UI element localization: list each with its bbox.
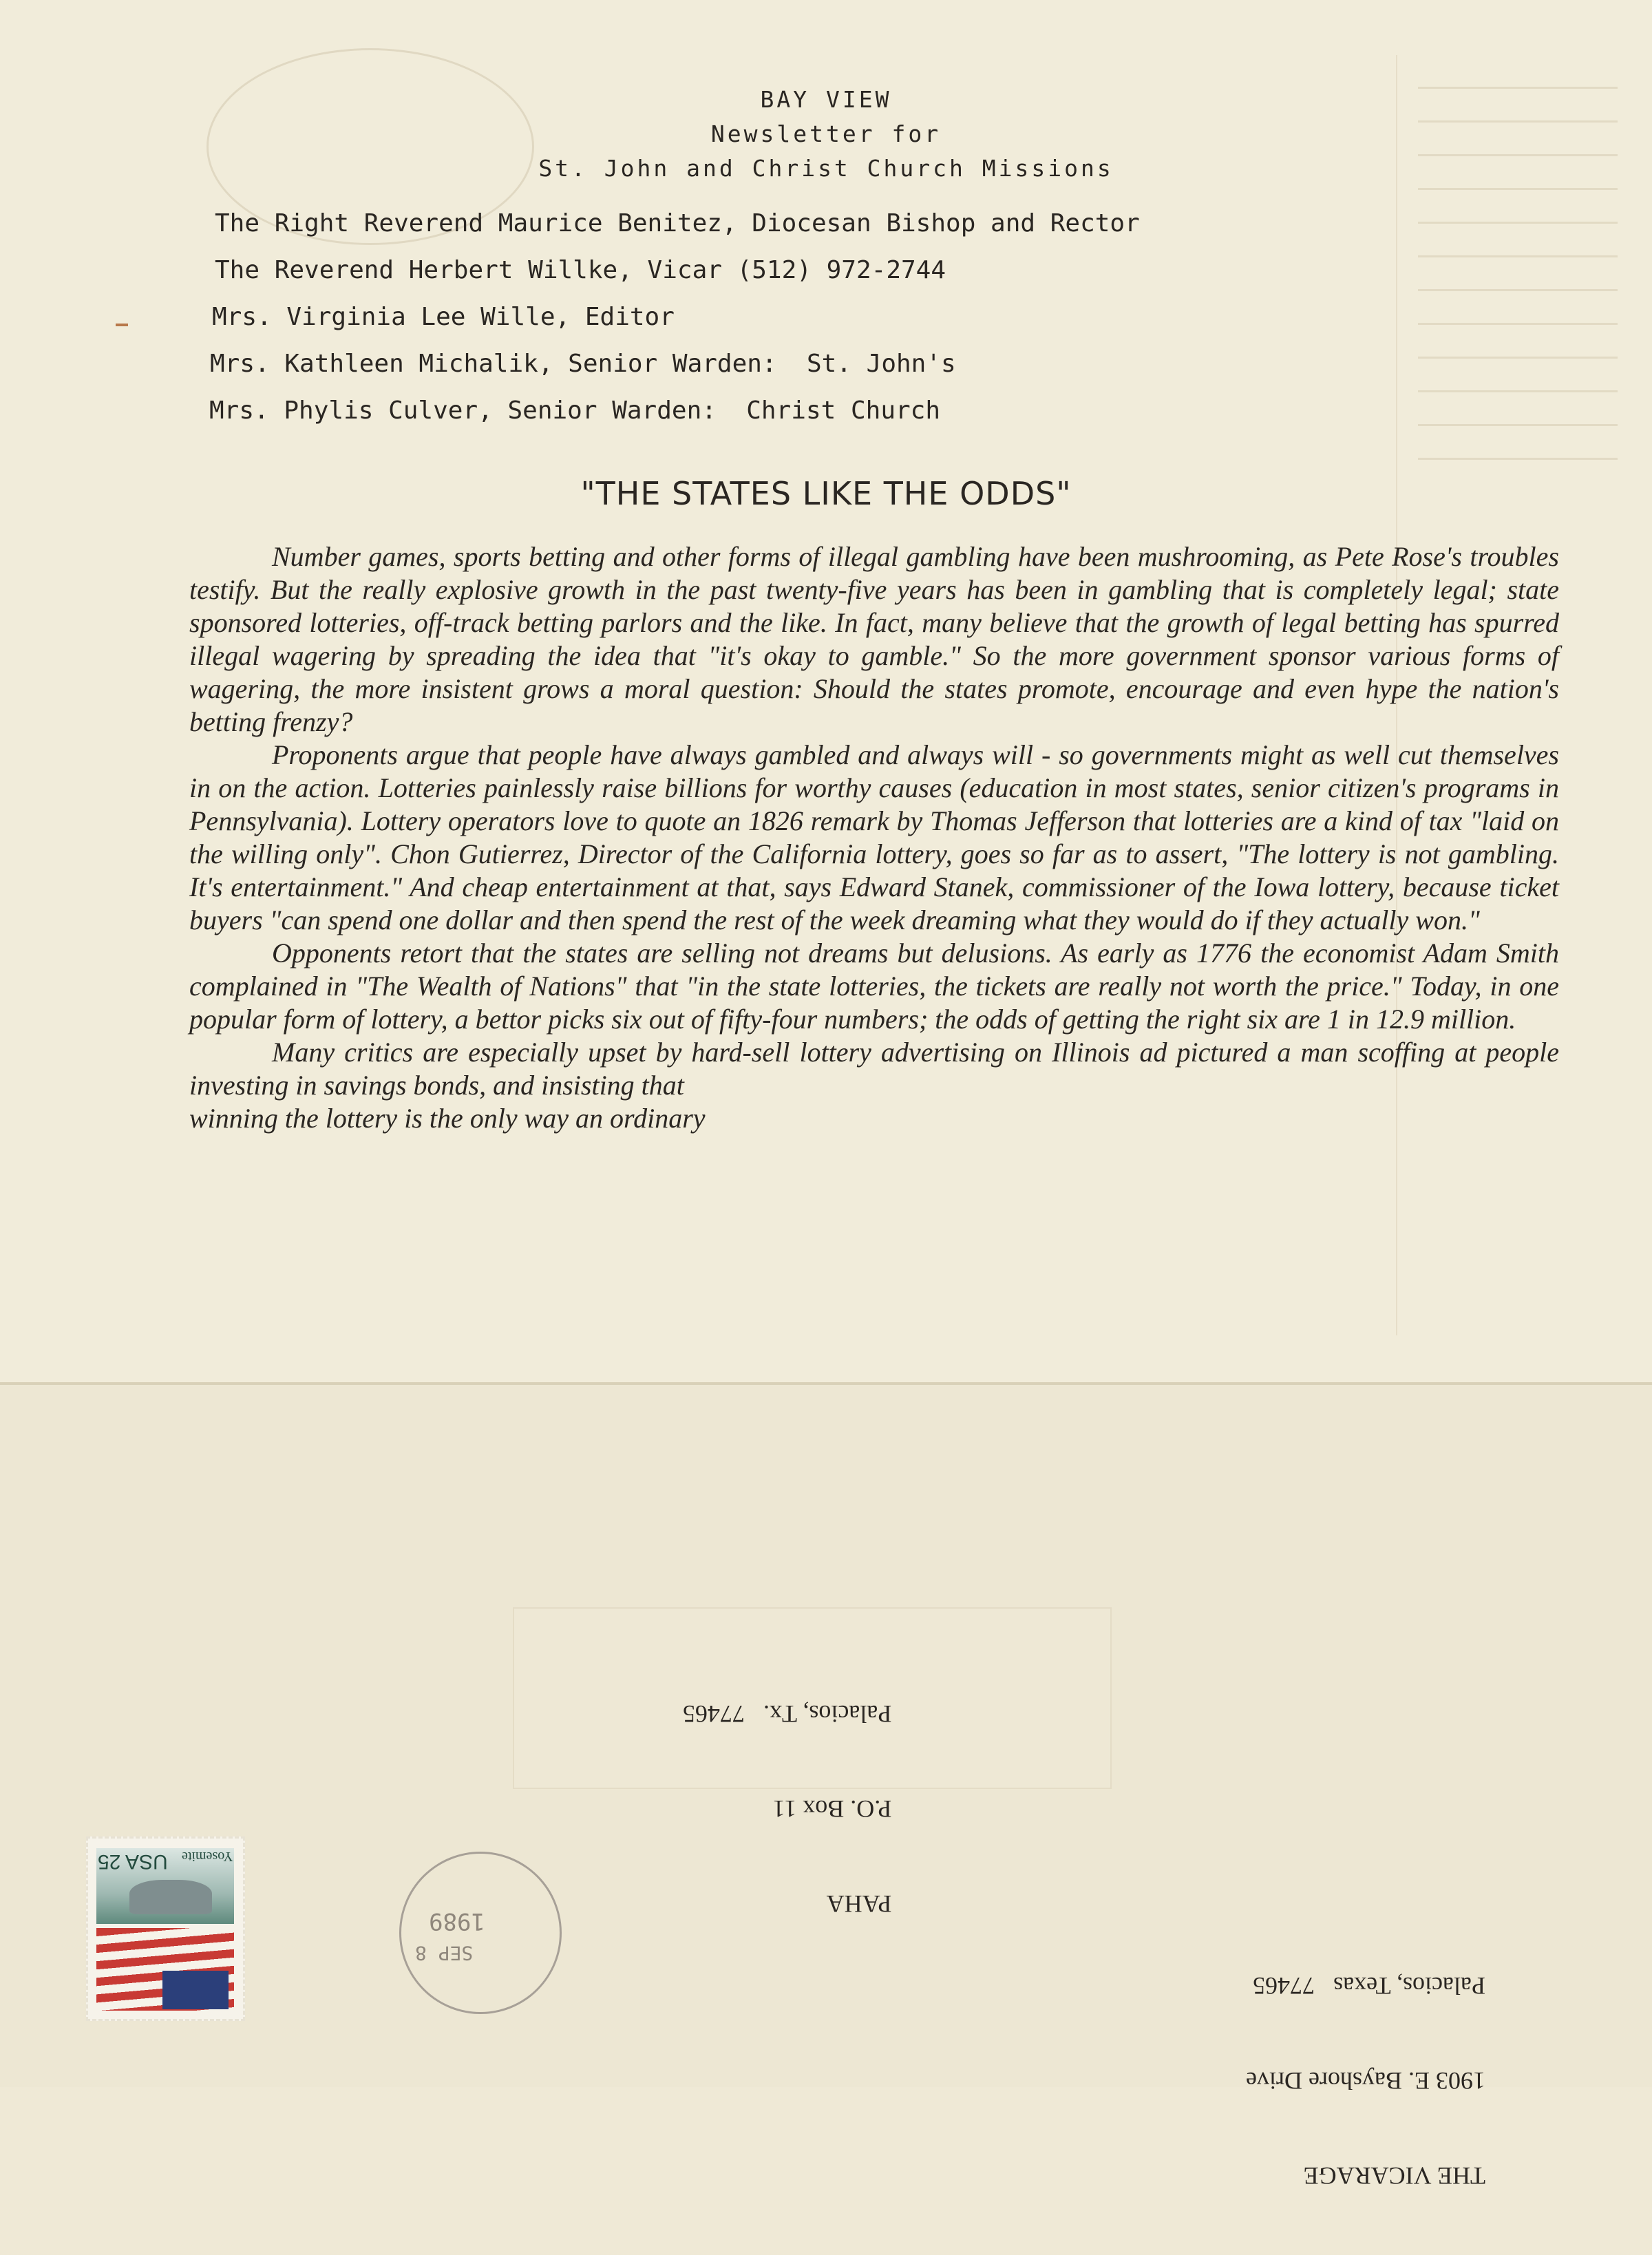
staff-warden-christ-church: Mrs. Phylis Culver, Senior Warden: Christ Church	[209, 396, 941, 425]
masthead	[0, 83, 1652, 186]
newsletter-subtitle: Newsletter for	[710, 120, 942, 147]
article-paragraph: Number games, sports betting and other forms of illegal gambling have been mushrooming, as Pete Rose's troubles testify. But the really explosive growth in the past twenty-five years has been in gambling that is completely legal; state sponsored lotteries, off-track betting parlors and the like. In fact, many believe that the growth of legal betting has spurred illegal wagering by spreading the idea that "it's okay to gamble." So the more government sponsor various forms of wagering, the more insistent grows a moral question: Should the states promote, encourage and even hype the nation's betting frenzy?	[189, 541, 1559, 737]
staff-warden-st-johns: Mrs. Kathleen Michalik, Senior Warden: St. John's	[210, 350, 956, 378]
article-paragraph: Proponents argue that people have always gambled and always will - so governments might as well cut themselves in on the action. Lotteries painlessly raise billions for worthy causes (education in most states, senior citizen's programs in Pennsylvania). Lottery operators love to quote an 1826 remark by Thomas Jefferson that lotteries are a kind of tax "laid on the willing only". Chon Gutierrez, Director of the California lottery, goes so far as to assert, "The lottery is not gambling. It's entertainment." And cheap entertainment at that, says Edward Stanek, commissioner of the Iowa lottery, because ticket buyers "can spend one dollar and then spend the rest of the week dreaming what they would do if they actually won."	[189, 739, 1559, 935]
staff-bishop: The Right Reverend Maurice Benitez, Diocesan Bishop and Rector	[215, 209, 1140, 237]
stamp-flag-union	[162, 1971, 229, 2009]
article-paragraph: Opponents retort that the states are selling not dreams but delusions. As early as 1776 the economist Adam Smith complained in "The Wealth of Nations" that "in the state lotteries, the tickets are really not worth the price." Today, in one popular form of lottery, a bettor picks six out of fifty-four numbers; the odds of getting the right six are 1 in 12.9 million.	[189, 938, 1559, 1035]
stamp-place: Yosemite	[182, 1849, 233, 1864]
article-cut-line	[189, 1102, 1559, 1116]
addressee-line: P.O. Box 11	[772, 1795, 892, 1823]
postmark-date: SEP 8	[415, 1942, 474, 1965]
article-headline: "THE STATES LIKE THE ODDS"	[580, 475, 1072, 512]
missions-line: St. John and Christ Church Missions	[538, 155, 1114, 182]
return-address-line: 1903 E. Bayshore Drive	[1246, 2067, 1485, 2095]
addressee-block	[683, 1635, 891, 1983]
staff-editor: Mrs. Virginia Lee Wille, Editor	[212, 303, 675, 331]
article-paragraph: Many critics are especially upset by hard-sell lottery advertising on Illinois ad pictured a man scoffing at people investing in savings bonds, and insisting that	[189, 1037, 1559, 1101]
newsletter-title: BAY VIEW	[760, 86, 892, 113]
stamp-denomination: USA 25	[98, 1850, 168, 1873]
addressee-line: Palacios, Tx. 77465	[683, 1700, 892, 1728]
stamp-mountain	[129, 1880, 212, 1914]
article-body	[189, 540, 1559, 1116]
return-address-line: THE VICARAGE	[1303, 2162, 1485, 2190]
staff-vicar: The Reverend Herbert Willke, Vicar (512) 972-2744	[215, 256, 946, 284]
postage-stamp	[86, 1836, 245, 2021]
mailing-label-box	[513, 1607, 1112, 1918]
ink-mark	[116, 324, 128, 326]
addressee-line: PAHA	[826, 1890, 892, 1918]
postmark	[399, 1852, 562, 2014]
return-address-block	[1246, 1907, 1485, 2255]
return-address-line: Palacios, Texas 77465	[1253, 1972, 1485, 2000]
postmark-year: 1989	[429, 1907, 485, 1935]
staff-list	[209, 207, 1140, 441]
